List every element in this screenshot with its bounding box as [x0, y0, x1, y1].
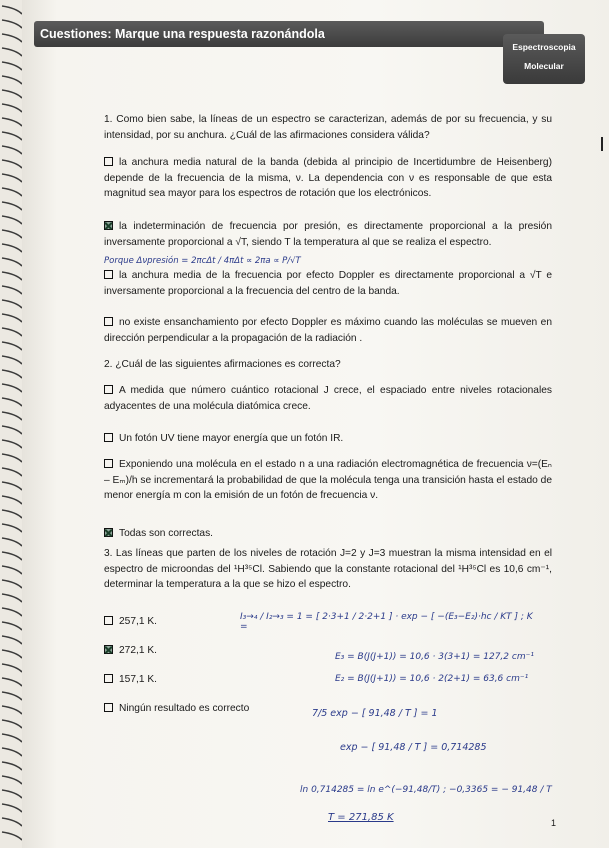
option-label: 272,1 K.: [119, 645, 157, 656]
q2-option-c[interactable]: [104, 457, 552, 504]
handwritten-work-line2: E₃ = B(J(J+1)) = 10,6 · 3(3+1) = 127,2 cm⁻¹: [335, 652, 534, 662]
checkbox[interactable]: [104, 459, 113, 468]
checkbox[interactable]: [104, 317, 113, 326]
handwritten-work-line6: ln 0,714285 = ln e^(−91,48/T) ; −0,3365 = − 91,48 / T: [300, 785, 552, 795]
checkbox[interactable]: [104, 157, 113, 166]
option-label: Un fotón UV tiene mayor energía que un fotón IR.: [119, 433, 344, 444]
option-label: Ningún resultado es correcto: [119, 703, 250, 714]
q3-option-b[interactable]: [104, 643, 234, 659]
q1-option-d[interactable]: [104, 315, 552, 346]
question-3-text: 3. Las líneas que parten de los niveles de rotación J=2 y J=3 muestran la misma intensidad en el espectro de microondas del ¹H³⁵Cl. Sabiendo que la constante rotacional del ¹H³⁵Cl es 10,6 cm⁻¹, determinar la temperatura a la que se hizo el espectro.: [104, 548, 552, 590]
checkbox-checked[interactable]: [104, 528, 113, 537]
page-number: 1: [551, 818, 557, 828]
q3-option-c[interactable]: [104, 672, 234, 688]
handwritten-work-line4: 7/5 exp − [ 91,48 / T ] = 1: [312, 708, 438, 719]
q2-option-b[interactable]: [104, 431, 552, 447]
q2-option-d[interactable]: [104, 526, 552, 542]
checkbox-checked[interactable]: [104, 645, 113, 654]
q3-option-a[interactable]: [104, 614, 234, 630]
checkbox[interactable]: [104, 616, 113, 625]
handwritten-work-line3: E₂ = B(J(J+1)) = 10,6 · 2(2+1) = 63,6 cm⁻¹: [335, 674, 529, 684]
q1-option-a[interactable]: [104, 155, 552, 202]
option-label: Exponiendo una molécula en el estado n a una radiación electromagnética de frecuencia ν=(Eₙ – Eₘ)/h se incrementará la probabilidad de que la molécula tenga una transición hasta el estado de menor energía m con la emisión de un fotón de frecuencia ν.: [104, 459, 552, 501]
handwritten-note: Porque Δνpresión = 2πcΔt / 4πΔt ∝ 2πa ∝ P/√T: [104, 256, 301, 266]
option-label: Todas son correctas.: [119, 528, 213, 539]
option-label: 257,1 K.: [119, 616, 157, 627]
checkbox[interactable]: [104, 433, 113, 442]
question-2-text: 2. ¿Cuál de las siguientes afirmaciones es correcta?: [104, 359, 341, 370]
margin-mark: [601, 137, 603, 151]
option-label: la anchura media natural de la banda (debida al principio de Incertidumbre de Heisenberg) depende de la frecuencia de la misma, ν. La dependencia con ν es responsable de que esta magnitud sea mayor para los espectros de rotación que los electrónicos.: [104, 157, 552, 199]
q1-option-b[interactable]: [104, 219, 552, 250]
option-label: 157,1 K.: [119, 674, 157, 685]
subject-tag-line1: Espectroscopia: [512, 42, 576, 52]
q2-option-a[interactable]: [104, 383, 552, 414]
question-1-text: 1. Como bien sabe, la líneas de un espectro se caracterizan, además de por su frecuencia, y su intensidad, por su anchura. ¿Cuál de las afirmaciones considera válida?: [104, 114, 552, 141]
checkbox[interactable]: [104, 674, 113, 683]
handwritten-work-line5: exp − [ 91,48 / T ] = 0,714285: [340, 742, 487, 753]
spiral-binding: [0, 0, 24, 848]
checkbox[interactable]: [104, 703, 113, 712]
option-label: no existe ensanchamiento por efecto Doppler es máximo cuando las moléculas se mueven en dirección perpendicular a la propagación de la radiación .: [104, 317, 552, 344]
subject-tag-line2: Molecular: [524, 61, 564, 71]
subject-tag: [503, 34, 585, 84]
option-label: la anchura media de la frecuencia por efecto Doppler es directamente proporcional a √T e inversamente proporcional a la frecuencia del centro de la banda.: [104, 270, 552, 297]
option-label: A medida que número cuántico rotacional J crece, el espaciado entre niveles rotacionales adyacentes de una molécula diatómica crece.: [104, 385, 552, 412]
q1-option-c[interactable]: [104, 268, 552, 299]
checkbox[interactable]: [104, 270, 113, 279]
handwritten-result: T = 271,85 K: [328, 812, 394, 823]
checkbox[interactable]: [104, 385, 113, 394]
page-title: Cuestiones: Marque una respuesta razonándola: [34, 21, 544, 47]
handwritten-work-line1: I₃→₄ / I₂→₃ = 1 = [ 2·3+1 / 2·2+1 ] · exp − [ −(E₃−E₂)·hc / KT ] ; K =: [240, 612, 533, 632]
q3-option-d[interactable]: [104, 701, 284, 717]
checkbox-checked[interactable]: [104, 221, 113, 230]
option-label: la indeterminación de frecuencia por presión, es directamente proporcional a la presión inversamente proporcional a √T, siendo T la temperatura al que se realiza el espectro.: [104, 221, 552, 248]
